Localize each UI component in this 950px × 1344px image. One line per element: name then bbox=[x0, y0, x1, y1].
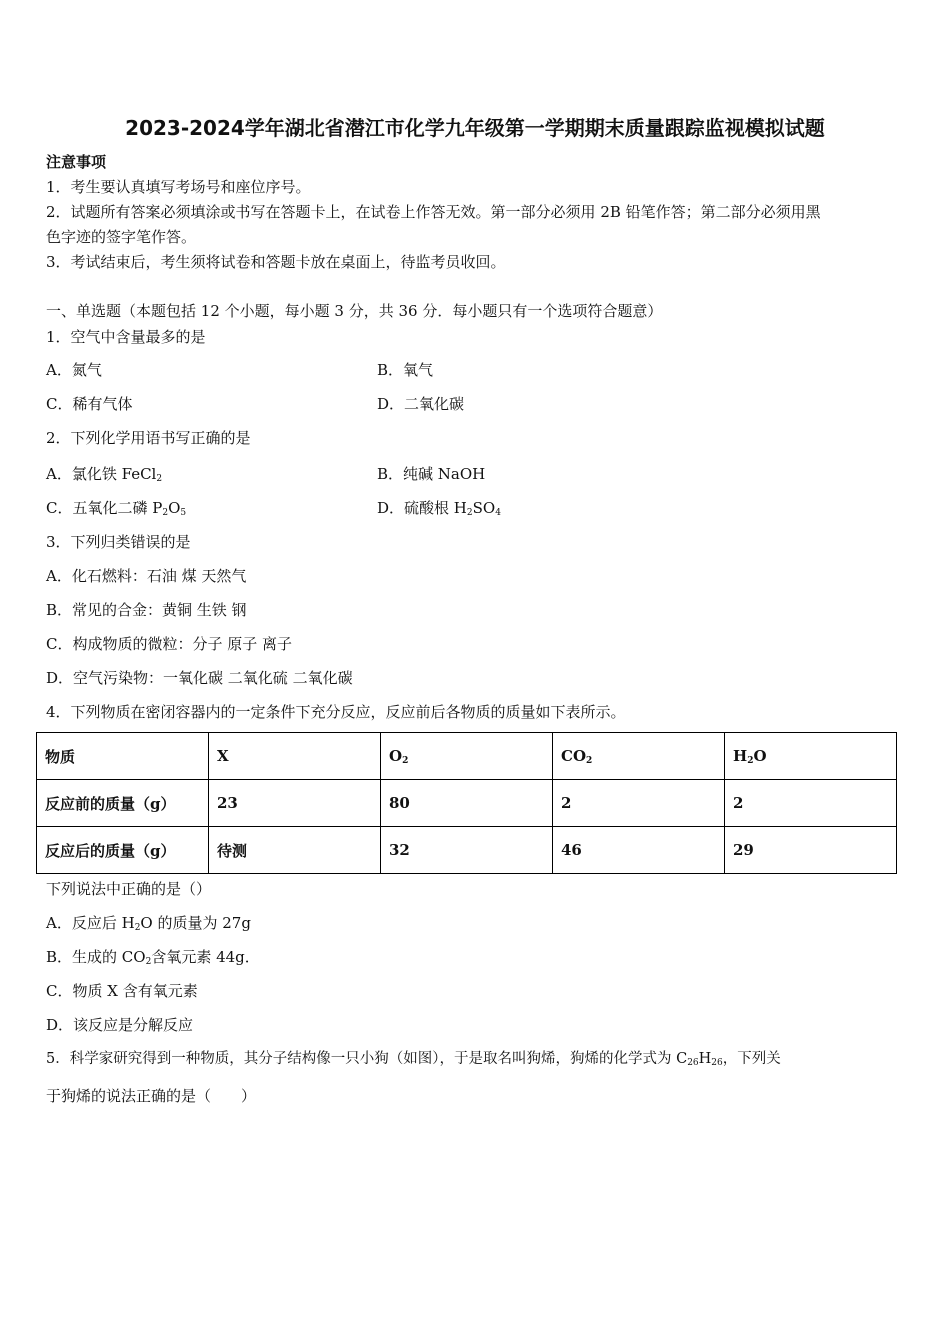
q3-option-b: B．常见的合金：黄铜 生铁 钢 bbox=[46, 601, 247, 619]
q4-option-c: C．物质 X 含有氧元素 bbox=[46, 982, 198, 1000]
q3-stem: 3．下列归类错误的是 bbox=[46, 533, 191, 551]
notice-item-3: 3．考试结束后，考生须将试卷和答题卡放在桌面上，待监考员收回。 bbox=[46, 253, 506, 271]
table-header-cell: X bbox=[209, 733, 381, 780]
table-header-cell: $H_2O$ bbox=[725, 733, 897, 780]
q2-option-a: A．氯化铁 FeCl$_2$ bbox=[46, 465, 163, 484]
table-cell: 反应前的质量（g） bbox=[37, 780, 209, 827]
mass-table bbox=[36, 732, 897, 874]
table-header-cell: 物质 bbox=[37, 733, 209, 780]
q4-after-table: 下列说法中正确的是（） bbox=[46, 880, 212, 898]
table-header-cell: $O_2$ bbox=[381, 733, 553, 780]
notice-item-2: 2．试题所有答案必须填涂或书写在答题卡上，在试卷上作答无效。第一部分必须用 2B 铅笔作答；第二部分必须用黑 bbox=[46, 203, 821, 221]
q1-option-a: A．氮气 bbox=[46, 361, 102, 379]
q4-option-d: D．该反应是分解反应 bbox=[46, 1016, 194, 1034]
q5-stem-line1: 5．科学家研究得到一种物质，其分子结构像一只小狗（如图），于是取名叫狗烯，狗烯的化学式为 $C_{26}H_{26}$，下列关 bbox=[46, 1051, 781, 1068]
table-cell: 32 bbox=[381, 827, 553, 874]
table-cell: 反应后的质量（g） bbox=[37, 827, 209, 874]
table-header-cell: $CO_2$ bbox=[553, 733, 725, 780]
table-cell: 46 bbox=[553, 827, 725, 874]
q1-option-b: B．氧气 bbox=[377, 361, 434, 379]
q2-option-c: C．五氧化二磷 $P_2O_5$ bbox=[46, 499, 187, 518]
table-cell: 80 bbox=[381, 780, 553, 827]
q5-stem-line2: 于狗烯的说法正确的是（ ） bbox=[46, 1087, 257, 1105]
page-title: 2023-2024学年湖北省潜江市化学九年级第一学期期末质量跟踪监视模拟试题 bbox=[125, 116, 825, 140]
q4-option-b: B．生成的 $CO_2$含氧元素 44g． bbox=[46, 948, 260, 967]
q3-option-c: C．构成物质的微粒：分子 原子 离子 bbox=[46, 635, 293, 653]
q1-stem: 1．空气中含量最多的是 bbox=[46, 328, 206, 346]
q2-option-b: B．纯碱 NaOH bbox=[377, 465, 486, 483]
table-cell: 2 bbox=[725, 780, 897, 827]
q2-option-d: D．硫酸根 $H_2SO_4$ bbox=[377, 499, 501, 518]
table-cell: 29 bbox=[725, 827, 897, 874]
table-cell: 待测 bbox=[209, 827, 381, 874]
q1-option-c: C．稀有气体 bbox=[46, 395, 133, 413]
notice-item-1: 1．考生要认真填写考场号和座位序号。 bbox=[46, 178, 311, 196]
q3-option-a: A．化石燃料：石油 煤 天然气 bbox=[46, 567, 247, 585]
table-cell: 2 bbox=[553, 780, 725, 827]
notice-heading: 注意事项 bbox=[46, 153, 107, 171]
table-cell: 23 bbox=[209, 780, 381, 827]
section-heading: 一、单选题（本题包括 12 个小题，每小题 3 分，共 36 分．每小题只有一个选项符合题意） bbox=[46, 302, 663, 320]
q4-option-a: A．反应后 $H_2O$ 的质量为 27g bbox=[46, 914, 251, 933]
q4-stem: 4．下列物质在密闭容器内的一定条件下充分反应，反应前后各物质的质量如下表所示。 bbox=[46, 703, 626, 721]
q1-option-d: D．二氧化碳 bbox=[377, 395, 465, 413]
notice-item-2-cont: 色字迹的签字笔作答。 bbox=[46, 228, 197, 246]
q2-stem: 2．下列化学用语书写正确的是 bbox=[46, 429, 251, 447]
table-header-row bbox=[37, 733, 897, 780]
table-row bbox=[37, 827, 897, 874]
table-row bbox=[37, 780, 897, 827]
q3-option-d: D．空气污染物：一氧化碳 二氧化硫 二氧化碳 bbox=[46, 669, 353, 687]
